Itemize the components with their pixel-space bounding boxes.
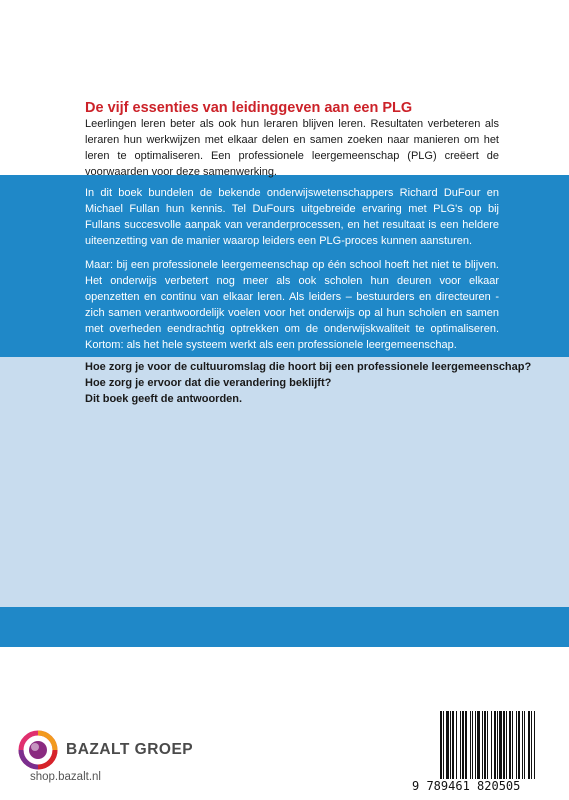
barcode-bar bbox=[452, 711, 454, 779]
barcode-bar bbox=[472, 711, 473, 779]
barcode-bar bbox=[522, 711, 523, 779]
barcode-bar bbox=[446, 711, 449, 779]
back-cover-heading: De vijf essenties van leidinggeven aan een PLG bbox=[85, 100, 413, 116]
barcode-bar bbox=[440, 711, 442, 779]
bazalt-logo-icon bbox=[18, 730, 58, 770]
publisher-logo bbox=[18, 730, 193, 770]
barcode-bar bbox=[482, 711, 483, 779]
barcode-bar bbox=[475, 711, 476, 779]
barcode-bar bbox=[497, 711, 498, 779]
website-url: shop.bazalt.nl bbox=[30, 771, 101, 783]
barcode-bar bbox=[462, 711, 464, 779]
barcode-icon bbox=[440, 711, 560, 779]
barcode-bar bbox=[484, 711, 486, 779]
barcode-bar bbox=[460, 711, 461, 779]
question-2: Hoe zorg je ervoor dat die verandering beklijft? bbox=[85, 377, 332, 389]
barcode-bar bbox=[516, 711, 517, 779]
system-paragraph: Maar: bij een professionele leergemeenschap op één school hoeft het niet te blijven. Het onderwijs verbetert nog meer als ook scholen hun deuren voor elkaar openzetten en continu van elkaar leren. Als leiders – bestuurders en directeuren - zich samen verantwoordelijk voelen voor het onderwijs op al hun scholen en samen met overheden eendrachtig optrekken om de onderwijskwaliteit te optimaliseren. Kortom: als het hele systeem werkt als een professionele leergemeenschap. bbox=[85, 259, 499, 351]
barcode-bar bbox=[531, 711, 532, 779]
question-3: Dit boek geeft de antwoorden. bbox=[85, 393, 243, 405]
barcode-bar bbox=[528, 711, 530, 779]
barcode-bar bbox=[470, 711, 471, 779]
barcode-bar bbox=[491, 711, 492, 779]
barcode-digits: 9 789461 820505 bbox=[412, 779, 521, 793]
barcode-bar bbox=[494, 711, 496, 779]
question-1: Hoe zorg je voor de cultuuromslag die hoort bij een professionele leergemeenschap? bbox=[85, 361, 532, 373]
barcode-bar bbox=[477, 711, 480, 779]
barcode-bar bbox=[512, 711, 513, 779]
barcode-bar bbox=[509, 711, 511, 779]
barcode-bar bbox=[503, 711, 505, 779]
barcode-bar bbox=[456, 711, 457, 779]
barcode-bar bbox=[465, 711, 467, 779]
barcode-bar bbox=[518, 711, 520, 779]
barcode-bar bbox=[450, 711, 451, 779]
barcode-bar bbox=[443, 711, 444, 779]
barcode-bar bbox=[534, 711, 535, 779]
blue-band bbox=[0, 607, 569, 647]
authors-paragraph: In dit boek bundelen de bekende onderwijswetenschappers Richard DuFour en Michael Fullan hun kennis. Tel DuFours uitgebreide ervaring met PLG's op bij Fullans succesvolle aanpak van veranderprocessen, en het resultaat is een heldere uiteenzetting van de manier waarop leiders een PLG-proces kunnen aansturen. bbox=[85, 187, 499, 247]
questions-block bbox=[85, 359, 532, 407]
intro-paragraph: Leerlingen leren beter als ook hun leraren blijven leren. Resultaten verbeteren als leraren hun werkwijzen met elkaar delen en samen zoeken naar manieren om het leren te optimaliseren. Een professionele leergemeenschap (PLG) creëert de voorwaarden voor deze samenwerking. bbox=[85, 118, 499, 178]
publisher-name: BAZALT GROEP bbox=[66, 741, 194, 758]
barcode-bar bbox=[487, 711, 488, 779]
barcode-bar bbox=[499, 711, 502, 779]
barcode-bar bbox=[506, 711, 507, 779]
barcode-bar bbox=[524, 711, 525, 779]
isbn-barcode bbox=[412, 705, 569, 800]
